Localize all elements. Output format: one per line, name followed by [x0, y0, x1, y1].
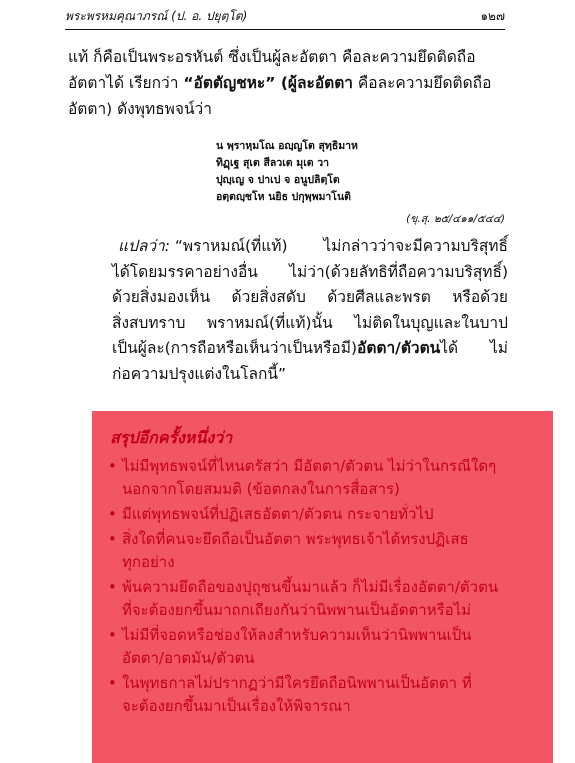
- translation-line: เป็นผู้ละ(การถือหรือเห็นว่าเป็นหรือมี)อัตตา/ตัวตนได้ ไม่: [112, 339, 508, 357]
- translation-line: ก่อความปรุงแต่งในโลกนี้”: [112, 364, 287, 383]
- verse-line: ทิฏฺเฐ สุเต สีลวเต มุเต วา: [216, 157, 330, 169]
- page-header: [65, 6, 505, 26]
- intro-line-3: อัตตา) ดังพุทธพจน์ว่า: [68, 100, 212, 118]
- translation-label: แปลว่า:: [118, 237, 170, 255]
- bullet-icon: •: [108, 626, 117, 644]
- translation-paragraph: [112, 234, 508, 387]
- intro-line-1: แท้ ก็คือเป็นพระอรหันต์ ซึ่งเป็นผู้ละอัตตา คือละความยึดติดถือ: [68, 48, 476, 66]
- bullet-icon: •: [108, 578, 117, 596]
- intro-line-2c: คือละความยึดติดถือ: [352, 74, 492, 92]
- running-title: พระพรหมคุณาภรณ์ (ป. อ. ปยุตฺโต): [65, 9, 248, 23]
- bullet-icon: •: [108, 530, 117, 548]
- translation-line: แปลว่า: “พราหมณ์(ที่แท้) ไม่กล่าวว่าจะมีความบริสุทธิ์: [118, 237, 508, 255]
- verse-line: น พฺราหฺมโณ อญฺญโต สุทฺธิมาห: [216, 140, 358, 152]
- bullet-icon: •: [108, 505, 117, 523]
- verse-reference: (ขุ.สุ. ๒๕/๔๑๑/๕๔๔): [406, 213, 505, 225]
- summary-item: • มีแต่พุทธพจน์ที่ปฏิเสธอัตตา/ตัวตน กระจายทั่วไป: [108, 503, 533, 526]
- verse-line: อตฺตญฺชโห นยิธ ปกุพฺพมาโนติ: [216, 191, 351, 203]
- translation-line: ได้โดยมรรคาอย่างอื่น ไม่ว่า(ด้วยลัทธิที่ถือความบริสุทธิ์): [112, 262, 508, 281]
- bullet-icon: •: [108, 457, 117, 475]
- intro-line-2a: อัตตาได้ เรียกว่า: [68, 74, 184, 92]
- summary-item: • สิ่งใดที่คนจะยึดถือเป็นอัตตา พระพุทธเจ้าได้ทรงปฏิเสธ ทุกอย่าง: [108, 530, 469, 571]
- pali-verse: [216, 138, 358, 206]
- summary-item: • ในพุทธกาลไม่ปรากฏว่ามีใครยึดถือนิพพานเป็นอัตตา ที่ จะต้องยกขึ้นมาเป็นเรื่องให้พิจารณา: [108, 674, 472, 715]
- summary-box: [92, 411, 553, 763]
- summary-item: • พ้นความยึดถือของปุถุชนขึ้นมาแล้ว ก็ไม่มีเรื่องอัตตา/ตัวตน ที่จะต้องยกขึ้นมาถกเถียงกันว่านิพพานเป็นอัตตาหรือไม่: [108, 578, 499, 619]
- summary-title: สรุปอีกครั้งหนึ่งว่า: [110, 428, 233, 447]
- translation-line: ด้วยสิ่งมองเห็น ด้วยสิ่งสดับ ด้วยศีลและพรต หรือด้วย: [112, 288, 508, 306]
- summary-item: • ไม่มีพุทธพจน์ที่ไหนตรัสว่า มีอัตตา/ตัวตน ไม่ว่าในกรณีใดๆ นอกจากโดยสมมติ (ข้อตกลงในการสื่อสาร): [108, 457, 497, 498]
- translation-line: สิ่งสบทราบ พราหมณ์(ที่แท้)นั้น ไม่ติดในบุญและในบาป: [112, 313, 508, 332]
- summary-item: • ไม่มีที่จอดหรือช่องให้ลงสำหรับความเห็นว่านิพพานเป็น อัตตา/อาตมัน/ตัวตน: [108, 626, 472, 667]
- bullet-icon: •: [108, 674, 117, 692]
- header-rule: [65, 29, 505, 30]
- page-number: ๑๒๗: [480, 9, 505, 23]
- translation-term: อัตตา/ตัวตน: [357, 339, 441, 357]
- summary-list: [108, 455, 533, 720]
- verse-line: ปุญฺเญ จ ปาเป จ อนูปลิตฺโต: [216, 174, 340, 186]
- intro-term: “อัตตัญชหะ” (ผู้ละอัตตา: [183, 74, 353, 92]
- intro-paragraph: [68, 44, 508, 122]
